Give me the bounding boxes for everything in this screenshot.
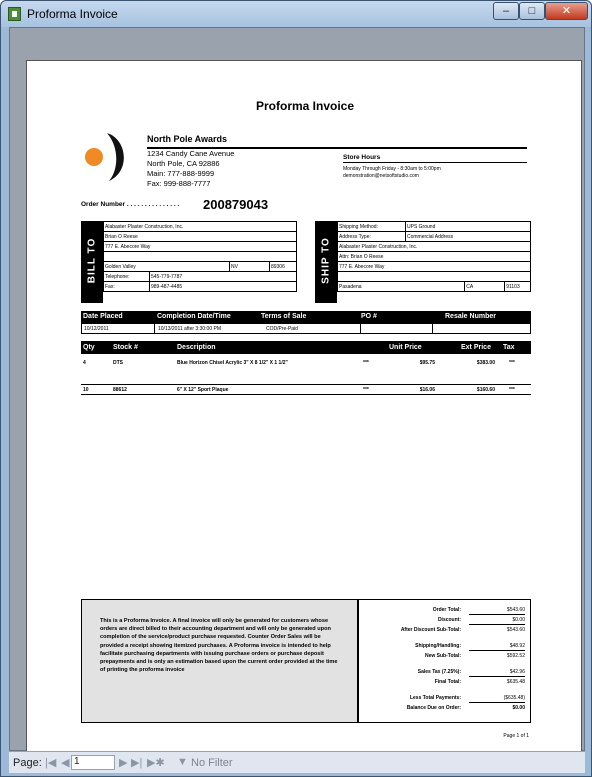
next-page-icon[interactable]: ▶	[119, 757, 128, 769]
terms-header: Terms of Sale	[261, 313, 307, 320]
proforma-note: This is a Proforma Invoice. A final invoice will only be generated for customers whose orders are direct billed to their accounting department and will only be generated upon completion of the service/product purchase requested. Counter Order Sales will be provided a receipt showing itemized purchases. A Proforma invoice is intended to help facilitate purchasing departments with issuing purchase orders or purchase deposit prepayments and is only an estimation based upon the current order provided at the time of printing the proforma invoice	[100, 618, 338, 674]
navigation-bar	[9, 751, 585, 773]
ship-to-tab	[315, 221, 337, 303]
bill-to-state: NV	[229, 262, 269, 272]
order-total-value: $543.60	[469, 605, 525, 615]
balance-due-label: Balance Due on Order:	[406, 705, 461, 711]
order-number-label: Order Number . . . . . . . . . . . . . . .	[81, 201, 180, 208]
order-number: 200879043	[203, 197, 269, 212]
previous-page-icon[interactable]: ◀	[61, 757, 70, 769]
bill-to-blank	[104, 252, 297, 262]
company-logo	[83, 129, 137, 183]
bill-to-contact: Brian O Reese	[104, 232, 297, 242]
qty-header: Qty	[83, 344, 95, 351]
store-hours-value: Monday Through Friday - 8:30am to 5:00pm	[343, 166, 441, 172]
totals-labels	[361, 605, 461, 713]
no-filter-label[interactable]: No Filter	[191, 757, 233, 769]
summary-box	[81, 599, 531, 723]
item-mark: ***	[363, 387, 369, 393]
store-hours-text	[343, 166, 441, 180]
filter-icon[interactable]: ▼	[177, 756, 188, 768]
ship-addrtype: Commercial Address	[406, 232, 531, 242]
report-title: Proforma Invoice	[255, 99, 355, 113]
discount-label: Discount:	[437, 617, 461, 623]
order-info-header	[81, 311, 531, 323]
ship-to-label: SHIP TO	[320, 237, 332, 284]
unit-price-header: Unit Price	[389, 344, 422, 351]
final-total-label: Final Total:	[434, 679, 461, 685]
item-unit-price: $16.06	[419, 387, 435, 393]
ship-to-state: CA	[465, 282, 505, 292]
ship-to-blank	[338, 272, 531, 282]
close-button[interactable]: ✕	[545, 2, 588, 20]
bill-to-fax-label: Fax:	[104, 282, 150, 292]
item-mark: ***	[363, 360, 369, 366]
terms-value: COD/Pre-Paid	[266, 326, 298, 332]
company-fax: Fax: 999-888-7777	[147, 179, 211, 188]
company-main-phone: Main: 777-888-9999	[147, 169, 215, 178]
after-discount-label: After Discount Sub-Total:	[400, 627, 461, 633]
maximize-button[interactable]: □	[519, 2, 545, 20]
minimize-button[interactable]: –	[493, 2, 519, 20]
item-tax: ***	[509, 387, 515, 393]
report-app-icon	[8, 7, 21, 21]
item-row	[81, 387, 531, 397]
order-info-divider	[360, 324, 361, 333]
after-discount-value: $543.60	[506, 627, 525, 633]
bill-to-telephone: 545-779-7787	[150, 272, 297, 282]
resale-header: Resale Number	[445, 313, 496, 320]
date-placed-value: 10/12/2011	[84, 326, 109, 332]
date-placed-header: Date Placed	[83, 313, 123, 320]
bill-to-company: Alabaster Plaster Construction, Inc.	[104, 222, 297, 232]
po-header: PO #	[361, 313, 377, 320]
less-payments-label: Less Total Payments:	[409, 695, 461, 701]
new-record-icon[interactable]: ▶✱	[147, 757, 165, 769]
bill-to-city: Golden Valley	[104, 262, 230, 272]
bill-to-tab	[81, 221, 103, 303]
item-unit-price: $95.75	[419, 360, 435, 366]
item-qty: 10	[83, 387, 89, 393]
company-address-line: 1234 Candy Cane Avenue	[147, 149, 235, 158]
item-tax: ***	[509, 360, 515, 366]
company-city-line: North Pole, CA 92886	[147, 159, 220, 168]
sales-tax-label: Sales Tax (7.25%):	[417, 669, 461, 675]
order-info-values	[81, 323, 531, 334]
stock-header: Stock #	[113, 344, 138, 351]
bill-to-fax: 989-487-4485	[150, 282, 297, 292]
order-total-label: Order Total:	[432, 607, 461, 613]
company-name: North Pole Awards	[147, 134, 228, 144]
store-email: demonstration@netsoftstudio.com	[343, 173, 419, 179]
bill-to-zip: 89306	[269, 262, 296, 272]
page-label: Page:	[13, 757, 42, 769]
ship-to-company: Alabaster Plaster Construction, Inc.	[338, 242, 531, 252]
store-hours-rule	[343, 162, 527, 163]
ship-method: UPS Ground	[406, 222, 531, 232]
item-row	[81, 360, 531, 370]
bill-to-table	[103, 221, 297, 292]
page-number: Page 1 of 1	[503, 733, 529, 739]
description-header: Description	[177, 344, 216, 351]
item-ext-price: $383.00	[476, 360, 495, 366]
item-stock: DTS	[113, 360, 123, 366]
ship-to-address: 777 E. Abecore Way	[338, 262, 531, 272]
ship-to-city: Pasadena	[338, 282, 465, 292]
bill-to-label: BILL TO	[86, 237, 98, 284]
balance-due-value: $0.00	[512, 705, 525, 711]
discount-value: $0.00	[469, 615, 525, 625]
bill-to-telephone-label: Telephone:	[104, 272, 150, 282]
item-qty: 4	[83, 360, 86, 366]
item-ext-price: $160.60	[476, 387, 495, 393]
item-divider	[81, 394, 531, 395]
note-panel	[82, 600, 359, 722]
new-subtotal-label: New Sub-Total:	[424, 653, 461, 659]
first-page-icon[interactable]: |◀	[45, 757, 57, 769]
order-info-divider	[432, 324, 433, 333]
totals-panel	[361, 600, 530, 722]
title-bar	[1, 1, 591, 27]
bill-to-address: 777 E. Abecore Way	[104, 242, 297, 252]
ship-method-label: Shipping Method:	[338, 222, 406, 232]
new-subtotal-value: $592.52	[506, 653, 525, 659]
report-page	[26, 60, 582, 772]
item-description: 6" X 12" Sport Plaque	[177, 387, 229, 393]
shipping-label: Shipping/Handling:	[415, 643, 461, 649]
company-address	[147, 149, 234, 189]
ship-addrtype-label: Address Type:	[338, 232, 406, 242]
last-page-icon[interactable]: ▶|	[131, 757, 143, 769]
store-hours-label: Store Hours	[343, 154, 381, 161]
shipping-value: $48.92	[469, 641, 525, 651]
completion-header: Completion Date/Time	[157, 313, 231, 320]
ship-to-zip: 91103	[505, 282, 531, 292]
totals-values	[469, 605, 525, 713]
tax-header: Tax	[503, 344, 515, 351]
ship-to-attn: Attn: Brian O Reese	[338, 252, 531, 262]
sales-tax-value: $42.96	[469, 667, 525, 677]
item-stock: 88612	[113, 387, 127, 393]
page-number-input[interactable]: 1	[71, 755, 115, 770]
report-canvas	[9, 27, 585, 751]
item-divider	[81, 384, 531, 385]
item-description: Blue Horizon Chisel Acrylic 3" X 8 1/2" X 1 1/2"	[177, 360, 288, 366]
window-title: Proforma Invoice	[27, 7, 118, 21]
order-info-divider	[154, 324, 155, 333]
less-payments-value: ($635.48)	[469, 693, 525, 703]
completion-value: 10/13/2011 after 3:30:00 PM	[158, 326, 222, 332]
final-total-value: $635.48	[506, 679, 525, 685]
items-header	[81, 341, 531, 354]
ship-to-table	[337, 221, 531, 292]
ext-price-header: Ext Price	[461, 344, 491, 351]
